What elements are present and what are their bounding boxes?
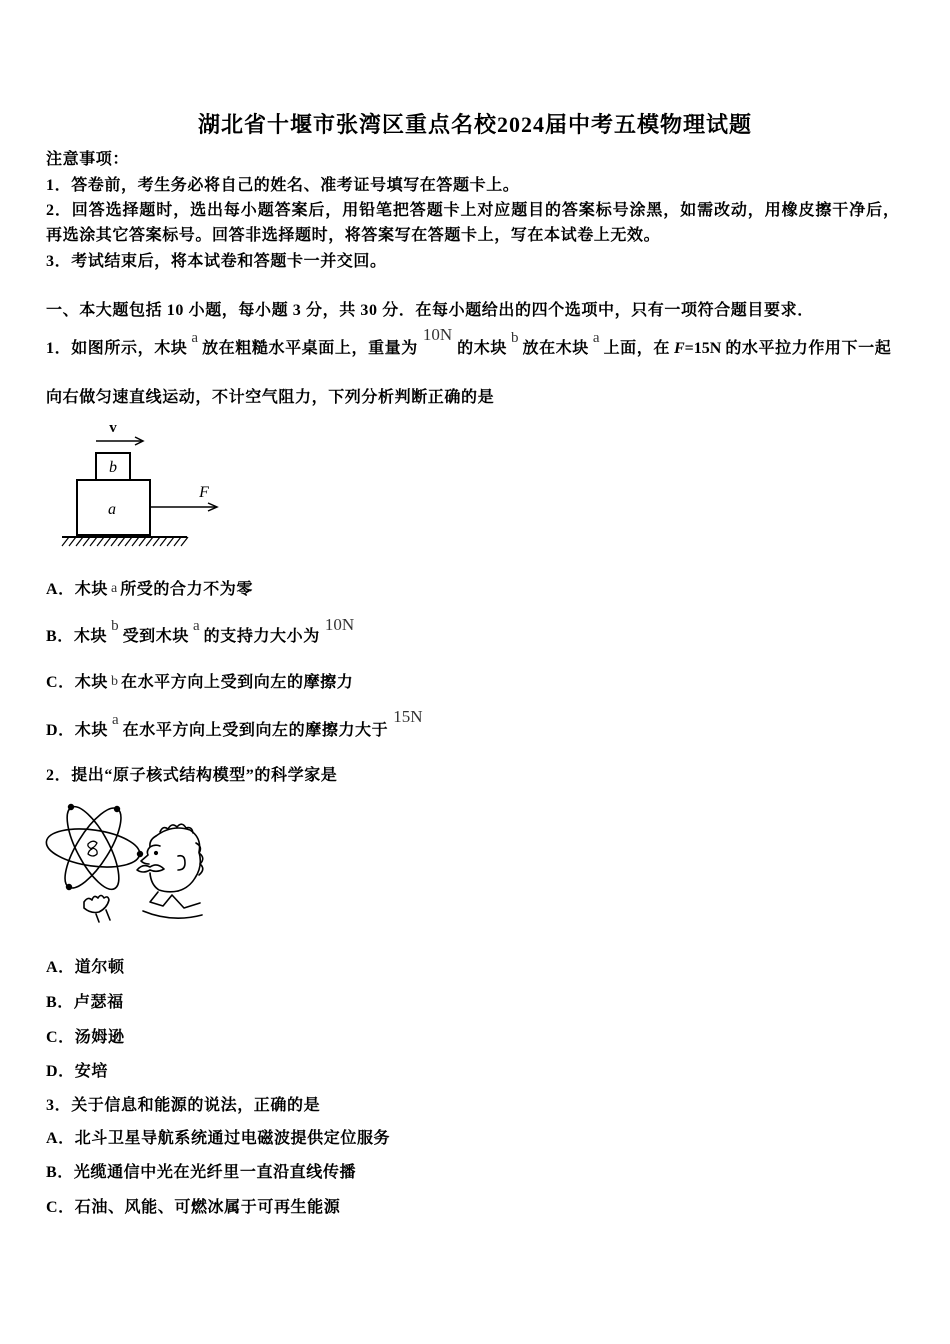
- formula-force-value: 10N: [324, 615, 355, 634]
- q1-stem-text: 上面，在: [603, 340, 670, 357]
- q3-stem: 3．关于信息和能源的说法，正确的是: [46, 1097, 321, 1114]
- electron: [138, 852, 143, 857]
- notice-item-2-continued: 再选涂其它答案标号。回答非选择题时，将答案写在答题卡上，写在本试卷上无效。: [46, 227, 661, 244]
- q3-option-a: A．北斗卫星导航系统通过电磁波提供定位服务: [46, 1130, 391, 1147]
- q1-option-c: [46, 673, 353, 693]
- exam-title: 湖北省十堰市张湾区重点名校2024届中考五模物理试题: [197, 112, 752, 137]
- ground-hatching: [62, 537, 188, 546]
- eye: [155, 852, 158, 855]
- formula-block-b: b: [111, 618, 119, 634]
- velocity-label: v: [109, 420, 117, 436]
- option-text: 所受的合力不为零: [120, 581, 253, 598]
- formula-block-a: a: [192, 618, 200, 634]
- force-value: =15N: [684, 340, 722, 357]
- q1-option-d: [46, 707, 428, 740]
- option-text: D．木块: [46, 722, 108, 739]
- q1-option-a: [46, 580, 253, 600]
- electron: [67, 885, 72, 890]
- notice-item-2: 2．回答选择题时，选出每小题答案后，用铅笔把答题卡上对应题目的答案标号涂黑，如需改动，用橡皮擦干净后，: [46, 202, 900, 219]
- block-b-label: b: [109, 459, 117, 476]
- q1-stem-text: 的木块: [457, 340, 507, 357]
- q3-option-b: B．光缆通信中光在光纤里一直沿直线传播: [46, 1164, 357, 1181]
- q2-option-a: A．道尔顿: [46, 959, 125, 976]
- block-a-label: a: [108, 501, 116, 518]
- q1-stem-line-1: [46, 325, 892, 358]
- notice-item-3: 3．考试结束后，将本试卷和答题卡一并交回。: [46, 253, 387, 270]
- head-outline: [156, 828, 200, 891]
- electron: [69, 805, 74, 810]
- option-text: C．木块: [46, 674, 108, 691]
- force-expression: [674, 339, 721, 359]
- formula-block-a: a: [111, 712, 119, 728]
- q1-stem-text: 1．如图所示，木块: [46, 340, 188, 357]
- mustache: [137, 865, 164, 872]
- collar: [150, 892, 200, 908]
- hand-drawing: [84, 896, 110, 923]
- q1-stem-line-2: 向右做匀速直线运动，不计空气阻力，下列分析判断正确的是: [46, 389, 495, 406]
- option-text: A．木块: [46, 581, 108, 598]
- formula-block-b: b: [510, 330, 519, 346]
- notice-item-1: 1．答卷前，考生务必将自己的姓名、准考证号填写在答题卡上。: [46, 177, 520, 194]
- q2-stem: 2．提出“原子核式结构模型”的科学家是: [46, 767, 338, 784]
- option-text: 的支持力大小为: [203, 628, 320, 645]
- q2-option-c: C．汤姆逊: [46, 1029, 125, 1046]
- shoulders: [143, 911, 202, 918]
- eyebrow: [150, 845, 160, 847]
- section-1-heading: 一、本大题包括 10 小题，每小题 3 分，共 30 分．在每小题给出的四个选项中，只有一项符合题目要求．: [46, 302, 814, 319]
- notice-heading: 注意事项：: [46, 151, 130, 168]
- electron: [115, 807, 120, 812]
- formula-block-a: a: [110, 581, 118, 596]
- q3-option-c: C．石油、风能、可燃冰属于可再生能源: [46, 1199, 341, 1216]
- atom-drawing: [44, 800, 142, 896]
- atomic-nucleus: [88, 841, 97, 856]
- q1-block-diagram: [55, 415, 225, 555]
- q1-stem-text: 放在木块: [522, 340, 589, 357]
- q2-option-d: D．安培: [46, 1063, 108, 1080]
- ear: [178, 856, 185, 870]
- formula-block-a: a: [191, 330, 199, 346]
- q1-stem-text: 放在粗糙水平桌面上，重量为: [202, 340, 418, 357]
- option-text: 受到木块: [122, 628, 189, 645]
- q2-option-b: B．卢瑟福: [46, 994, 124, 1011]
- formula-force-value: 15N: [393, 707, 423, 726]
- option-text: 在水平方向上受到向左的摩擦力: [120, 674, 354, 691]
- formula-block-a: a: [592, 330, 600, 346]
- force-symbol: F: [673, 340, 685, 357]
- force-label: F: [199, 484, 209, 501]
- chin: [150, 873, 178, 892]
- q1-option-b: [46, 615, 359, 646]
- option-text: B．木块: [46, 628, 108, 645]
- q1-stem-text: 的水平拉力作用下一起: [725, 340, 892, 357]
- option-text: 在水平方向上受到向左的摩擦力大于: [122, 722, 389, 739]
- scientist-portrait: [137, 824, 203, 918]
- q2-atom-scientist-illustration: [44, 798, 204, 924]
- face-profile: [141, 836, 156, 864]
- formula-block-b: b: [110, 674, 118, 689]
- formula-weight: 10N: [422, 325, 453, 344]
